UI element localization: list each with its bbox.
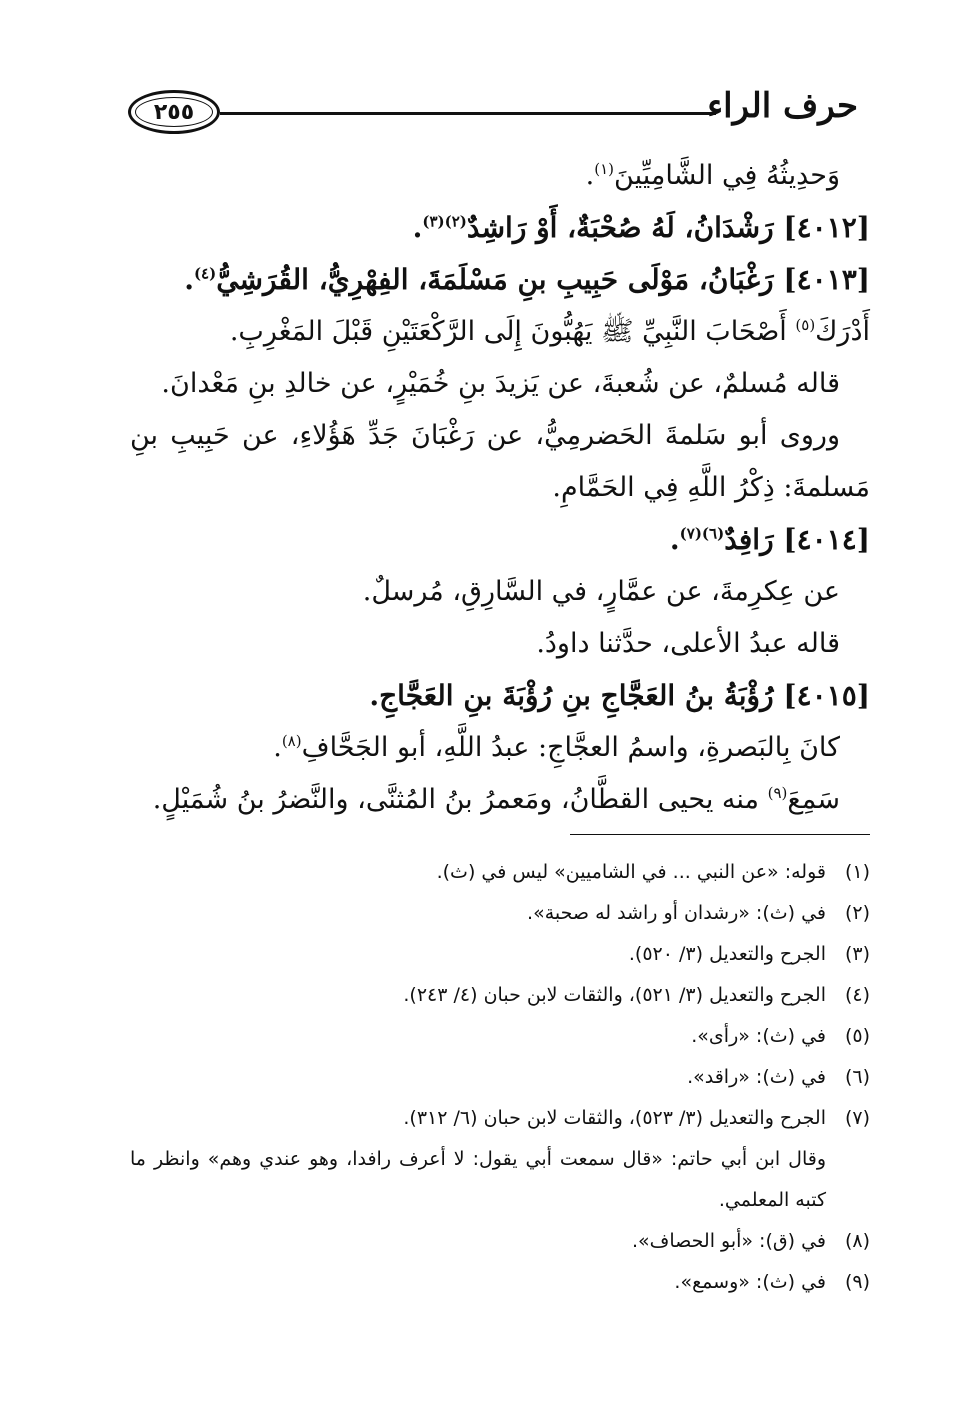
entry-number: [٤٠١٢] <box>783 211 870 244</box>
page-number-text: ٢٥٥ <box>153 99 195 125</box>
footnote: (٨) في (ق): «أبو الحصاف». <box>632 1230 870 1252</box>
footnote-continuation: وقال ابن أبي حاتم: «قال سمعت أبي يقول: لا أعرف رافدا، وهو عندي وهم» وانظر ما كتبه المعلمي. <box>130 1148 826 1211</box>
footnote: (١) قوله: «عن النبي ... في الشاميين» ليس في (ث). <box>436 861 870 883</box>
footnote: (٧) الجرح والتعديل (٣/ ٥٢٣)، والثقات لابن حبان (٦/ ٣١٢). <box>403 1107 870 1129</box>
footnote-separator <box>570 834 870 835</box>
main-text <box>130 150 870 826</box>
entry-4012: [٤٠١٢] رَشْدَانُ، لَهُ صُحْبَةٌ، أَوْ رَاشِدٌ$^{(٢)(٣)}$. <box>412 211 870 244</box>
footnote-ref: (٦)(٧) <box>679 524 725 543</box>
chapter-title: حرف الراء <box>707 86 858 126</box>
entry-4013: [٤٠١٣] رَغْبَانُ، مَوْلَى حَبِيبِ بنِ مَسْلَمَةَ، الفِهْرِيُّ، القُرَشِيُّ$^{(٤)}$. <box>184 263 870 296</box>
running-header <box>128 82 858 142</box>
entry-name: رَافِدٌ <box>724 523 774 556</box>
footnote-ref: (٤) <box>193 264 217 283</box>
page-number <box>128 90 220 134</box>
entry-number: [٤٠١٥] <box>783 679 870 712</box>
footnote: (٩) في (ث): «وسمع». <box>674 1271 870 1293</box>
footnote: (٥) في (ث): «رأى». <box>691 1025 870 1047</box>
footnote: (٣) الجرح والتعديل (٣/ ٥٢٠). <box>628 943 870 965</box>
text-line: عن عِكرِمةَ، عن عمَّارٍ، في السَّارِقِ، مُرسلٌ. <box>362 576 840 607</box>
footnote: (٦) في (ث): «راقد». <box>687 1066 870 1088</box>
text-line: كانَ بِالبَصرةِ، واسمُ العجَّاجِ: عبدُ اللَّهِ، أبو الجَحَّافِ$^{(٨)}$. <box>273 732 840 763</box>
entry-number: [٤٠١٣] <box>783 263 870 296</box>
text-line: قاله عبدُ الأعلى، حدَّثنا داودُ. <box>536 628 840 659</box>
text-line: وروى أبو سَلمةَ الحَضرمِيُّ، عن رَغْبَانَ جَدِّ هَؤُلاءِ، عن حَبِيبِ بنِ <box>130 420 840 451</box>
entry-name: رُؤْبَةُ بنُ العَجَّاجِ بنِ رُؤْبَةَ بنِ العَجَّاجِ. <box>369 679 774 712</box>
entry-name: رَشْدَانُ، لَهُ صُحْبَةٌ، أَوْ رَاشِدٌ <box>466 211 774 244</box>
text-line: قاله مُسلمٌ، عن شُعبةَ، عن يَزيدَ بنِ خُمَيْرٍ، عن خالدِ بنِ مَعْدانَ. <box>161 368 840 399</box>
footnote: (٤) الجرح والتعديل (٣/ ٥٢١)، والثقات لابن حبان (٤/ ٢٤٣). <box>403 984 870 1006</box>
text-line: مَسلمةَ: ذِكْرُ اللَّهِ فِي الحَمَّامِ. <box>552 472 870 503</box>
text-line: سَمِعَ$^{(٩)}$ منه يحيى القطَّانُ، ومَعمرُ بنُ المُثنَّى، والنَّضرُ بنُ شُمَيْلٍ. <box>152 784 840 815</box>
footnote: (٢) في (ث): «رشدان أو راشد له صحبة». <box>527 902 870 924</box>
header-rule <box>220 112 716 115</box>
footnote-ref: (٩) <box>767 784 788 802</box>
footnote-ref: (٥) <box>795 316 816 334</box>
entry-number: [٤٠١٤] <box>783 523 870 556</box>
footnote-ref: (٢)(٣) <box>422 212 467 231</box>
entry-4015 <box>130 670 870 722</box>
text-line: أَدْرَكَ$^{(٥)}$ أَصْحَابَ النَّبِيِّ ﷺ يَهُبُّونَ إِلَى الرَّكْعَتَيْنِ قَبْلَ المَغْرِبِ. <box>229 316 870 347</box>
footnote-ref: (١) <box>594 160 615 178</box>
text-line: وَحدِيثُهُ فِي الشَّامِيِّينَ$^{(١)}$. <box>585 160 840 191</box>
footnotes <box>130 852 870 1303</box>
entry-name: رَغْبَانُ، مَوْلَى حَبِيبِ بنِ مَسْلَمَةَ، الفِهْرِيُّ، القُرَشِيُّ <box>216 263 774 296</box>
footnote-ref: (٨) <box>281 732 302 750</box>
entry-4014: [٤٠١٤] رَافِدٌ$^{(٦)(٧)}$. <box>669 523 870 556</box>
